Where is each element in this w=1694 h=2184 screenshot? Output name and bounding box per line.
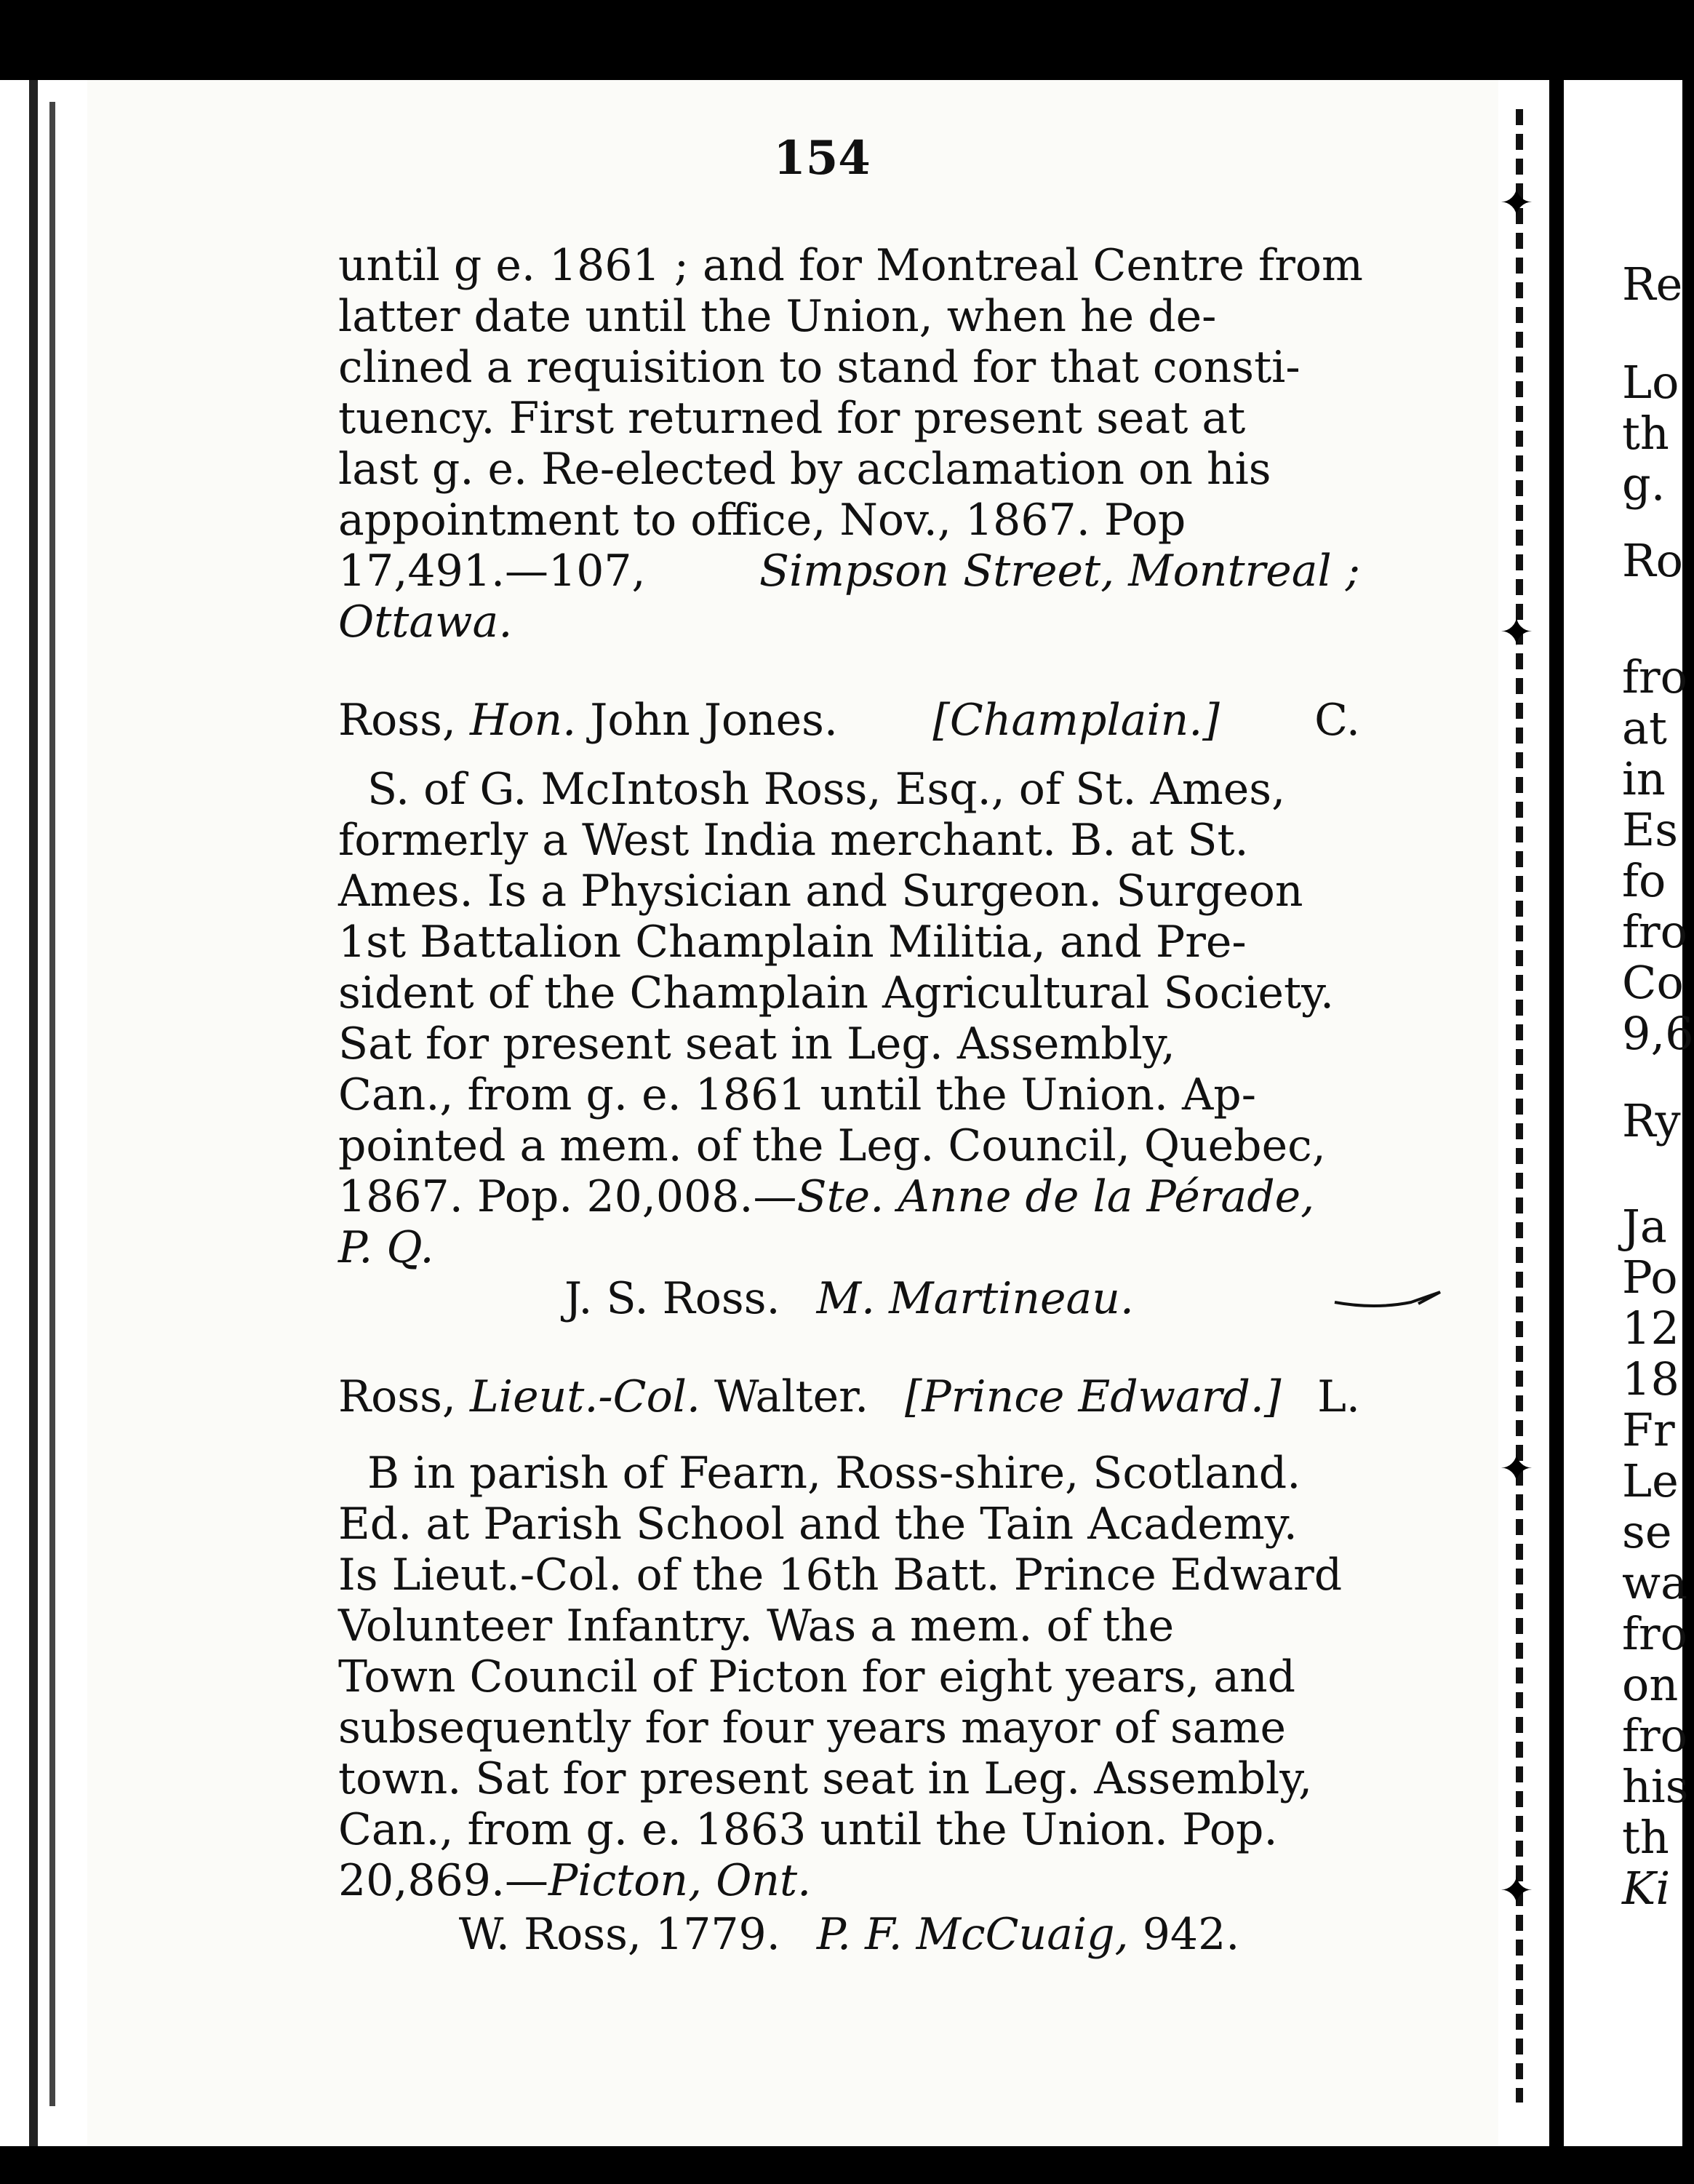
text-line: Can., from g. e. 1863 until the Union. Pop. (338, 1804, 1278, 1855)
entry-heading (338, 1371, 1360, 1422)
text-line: tuency. First returned for present seat at (338, 393, 1246, 444)
surname: Ross, (338, 1371, 456, 1422)
runner-up-votes: 942. (1142, 1909, 1240, 1960)
honorific: Lieut.-Col. (470, 1371, 700, 1422)
text-line: B in parish of Fearn, Ross-shire, Scotland. (367, 1448, 1301, 1499)
facing-page-fragment: 9,6 (1622, 1007, 1694, 1060)
runner-up: P. F. McCuaig, (816, 1909, 1129, 1960)
text-line: Town Council of Picton for eight years, and (338, 1651, 1296, 1702)
facing-page-fragment: on (1622, 1658, 1679, 1711)
facing-page-fragment: Lo (1622, 356, 1679, 409)
binding-stitch-icon: ✦ (1499, 1446, 1534, 1493)
text-line: appointment to office, Nov., 1867. Pop (338, 495, 1186, 546)
text-line: 20,869.— Picton, Ont. (338, 1855, 812, 1906)
facing-page-fragment: th (1622, 1811, 1669, 1864)
binding-stitch-icon: ✦ (1499, 1868, 1534, 1915)
facing-page-fragment: fo (1622, 854, 1666, 907)
honorific: Hon. (470, 695, 577, 746)
election-result (338, 1273, 1360, 1324)
left-page-edge (0, 80, 87, 2146)
facing-page-fragment: fro (1622, 650, 1687, 704)
entry-body (338, 764, 1360, 1324)
text-line: Can., from g. e. 1861 until the Union. Ap- (338, 1069, 1256, 1120)
text-line: 1867. Pop. 20,008.— Ste. Anne de la Pérade, (338, 1171, 1315, 1222)
facing-page-fragment: fro (1622, 1607, 1687, 1660)
facing-page-fragment: fro (1622, 905, 1687, 958)
binding-stitch-icon: ✦ (1499, 609, 1534, 656)
runner-up: M. Martineau. (816, 1273, 1134, 1324)
text-line: 1st Battalion Champlain Militia, and Pre- (338, 917, 1247, 968)
entry-heading (338, 695, 1360, 746)
facing-page-fragment: th (1622, 407, 1669, 460)
page-number: 154 (773, 131, 871, 186)
text-line: latter date until the Union, when he de- (338, 291, 1217, 342)
facing-page-fragment: se (1622, 1505, 1672, 1558)
address: P. Q. (338, 1222, 434, 1273)
text-line: subsequently for four years mayor of same (338, 1702, 1286, 1753)
facing-page-fragment: Es (1622, 803, 1679, 856)
text-line: Ames. Is a Physician and Surgeon. Surgeon (338, 866, 1303, 917)
facing-page-fragment: 12 (1622, 1302, 1679, 1355)
facing-page-fragment: wa (1622, 1556, 1688, 1609)
text-line: Volunteer Infantry. Was a mem. of the (338, 1601, 1175, 1651)
text-line: 17,491.—107, Simpson Street, Montreal ; (338, 546, 1360, 597)
facing-page (1564, 80, 1694, 2146)
continued-entry (338, 240, 1363, 647)
party: L. (1317, 1371, 1360, 1422)
facing-page-fragment: Fr (1622, 1403, 1675, 1456)
page-edge-line (29, 80, 38, 2146)
text-line: Ed. at Parish School and the Tain Academy. (338, 1499, 1298, 1550)
text-line: Sat for present seat in Leg. Assembly, (338, 1019, 1175, 1069)
text-line: pointed a mem. of the Leg. Council, Quebec, (338, 1120, 1326, 1171)
address: Ste. Anne de la Pérade, (796, 1171, 1315, 1222)
facing-page-fragment: Ki (1622, 1862, 1671, 1915)
address: Simpson Street, Montreal ; (759, 546, 1360, 597)
facing-page-fragment: his (1622, 1760, 1689, 1813)
riding: [Champlain.] (932, 695, 1220, 746)
facing-page-fragment: Ja (1622, 1200, 1667, 1253)
text-line: last g. e. Re-elected by acclamation on his (338, 444, 1271, 495)
party: C. (1314, 695, 1360, 746)
text-line (338, 597, 1360, 647)
address: Ottawa. (338, 597, 513, 647)
address: Picton, Ont. (548, 1855, 812, 1906)
facing-page-fragment: Ro (1622, 534, 1684, 587)
riding: [Prince Edward.] (904, 1371, 1282, 1422)
text-line: S. of G. McIntosh Ross, Esq., of St. Ames, (367, 764, 1286, 815)
winner: J. S. Ross. (564, 1273, 780, 1324)
given-name: Walter. (714, 1371, 869, 1422)
entry-body (338, 1448, 1360, 1960)
text-line: Is Lieut.-Col. of the 16th Batt. Prince Edward (338, 1550, 1343, 1601)
pen-mark (1331, 1288, 1447, 1310)
text-line: until g e. 1861 ; and for Montreal Centre from (338, 240, 1363, 291)
text-line: sident of the Champlain Agricultural Society. (338, 968, 1335, 1019)
election-result (338, 1909, 1360, 1960)
binding-gutter (1498, 80, 1549, 2146)
facing-page-fragment: g. (1622, 458, 1666, 511)
binding-stitch-icon: ✦ (1499, 180, 1534, 227)
facing-page-fragment: Co (1622, 956, 1684, 1009)
facing-page-fragment: Po (1622, 1251, 1678, 1304)
facing-page-fragment: fro (1622, 1709, 1687, 1762)
facing-page-fragment: in (1622, 752, 1666, 805)
given-name: John Jones. (590, 695, 839, 746)
surname: Ross, (338, 695, 456, 746)
facing-page-fragment: Le (1622, 1454, 1679, 1507)
text-line: clined a requisition to stand for that consti- (338, 342, 1301, 393)
facing-page-fragment: at (1622, 701, 1667, 754)
facing-page-fragment: 18 (1622, 1352, 1679, 1406)
facing-page-fragment: Re (1622, 258, 1683, 311)
text-line (338, 1222, 1360, 1273)
text-line: formerly a West India merchant. B. at St. (338, 815, 1249, 866)
text-line: town. Sat for present seat in Leg. Assembly, (338, 1753, 1313, 1804)
binding-thread (1516, 109, 1523, 2103)
page-edge-line (49, 102, 55, 2106)
facing-page-fragment: Ry (1622, 1094, 1681, 1147)
winner: W. Ross, 1779. (458, 1909, 780, 1960)
